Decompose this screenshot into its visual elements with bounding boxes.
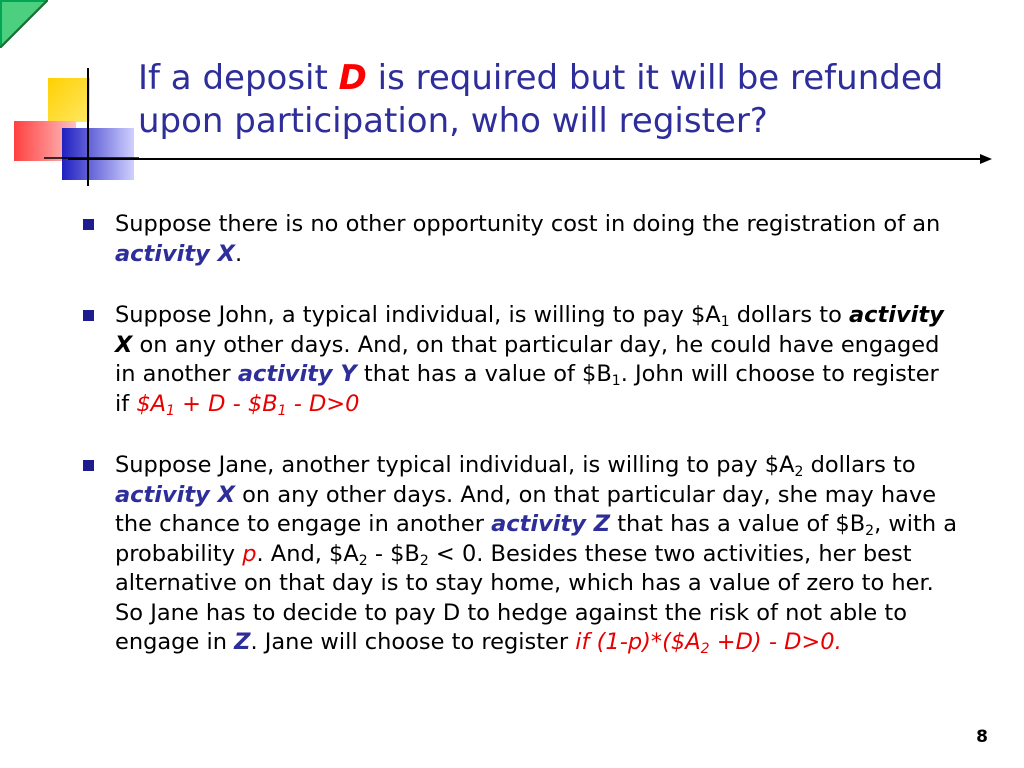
bullet2-text: . John will choose to register if xyxy=(115,361,939,417)
activity-z-label: activity Z xyxy=(491,511,611,537)
bullet3-text: < 0. Besides these two activities, her best alternative on that day is to stay home, which has a value of zero to her. So Jane has to decide to pay D to hedge against the risk of not able to engage in xyxy=(115,540,934,655)
activity-x-label: activity X xyxy=(115,302,944,358)
activity-y-label: activity Y xyxy=(237,361,357,387)
activity-x-label: activity X xyxy=(115,240,235,267)
probability-symbol: p xyxy=(242,540,257,567)
title-deposit-symbol: D xyxy=(338,58,367,98)
bullet3-text: . And, $A xyxy=(256,540,359,567)
bullet3-text: that has a value of $B xyxy=(610,511,866,537)
subscript: 1 xyxy=(611,373,621,389)
subscript: 2 xyxy=(419,552,429,569)
subscript: 2 xyxy=(794,464,804,480)
title-text-part1: If a deposit xyxy=(138,58,339,98)
bullet2-text: on any other days. And, on that particular day, he could have engaged in another xyxy=(115,331,940,387)
bullet2-text: that has a value of $B xyxy=(356,361,612,387)
page-number: 8 xyxy=(976,727,988,747)
subscript: 2 xyxy=(358,552,368,569)
title-underline-arrow xyxy=(68,152,992,166)
bullet3-text: on any other days. And, on that particular day, she may have the chance to engage in another xyxy=(115,481,937,537)
bullet1-end: . xyxy=(234,240,243,267)
bullet2-text: dollars to xyxy=(729,302,849,328)
bullet-item-registration-cost xyxy=(80,210,960,269)
bullet-list xyxy=(80,210,960,690)
bullet-item-john xyxy=(80,301,960,419)
subscript: 1 xyxy=(720,314,730,330)
bullet3-text: , with a probability xyxy=(115,511,958,567)
slide-title xyxy=(138,57,1008,143)
bullet1-text: Suppose there is no other opportunity cost in doing the registration of an xyxy=(115,211,941,237)
bullet3-text: dollars to xyxy=(803,452,916,478)
bullet-item-jane xyxy=(80,451,960,658)
bullet-square-icon xyxy=(83,460,94,471)
bullet2-text: Suppose John, a typical individual, is willing to pay $A xyxy=(115,302,721,328)
title-text-part2: is required but it will be refunded upon participation, who will register? xyxy=(138,58,944,141)
corner-tab-shape xyxy=(0,0,48,48)
bullet3-text: - $B xyxy=(367,540,420,567)
decorative-squares-logo xyxy=(14,68,139,188)
activity-x-label: activity X xyxy=(115,481,235,508)
bullet-square-icon xyxy=(83,219,94,230)
john-register-formula: $\$A_1 + D$ - $\$B_1 - D>0$ xyxy=(136,390,360,419)
bullet3-text: Suppose Jane, another typical individual, is willing to pay $A xyxy=(115,452,795,478)
bullet3-text: . Jane will choose to register xyxy=(250,629,576,655)
jane-register-formula: if $(1-p)*(\$A_2 +D) - D>0$. xyxy=(575,629,842,657)
bullet-square-icon xyxy=(83,310,94,321)
subscript: 2 xyxy=(865,523,875,539)
activity-z-short-label: Z xyxy=(234,629,251,655)
